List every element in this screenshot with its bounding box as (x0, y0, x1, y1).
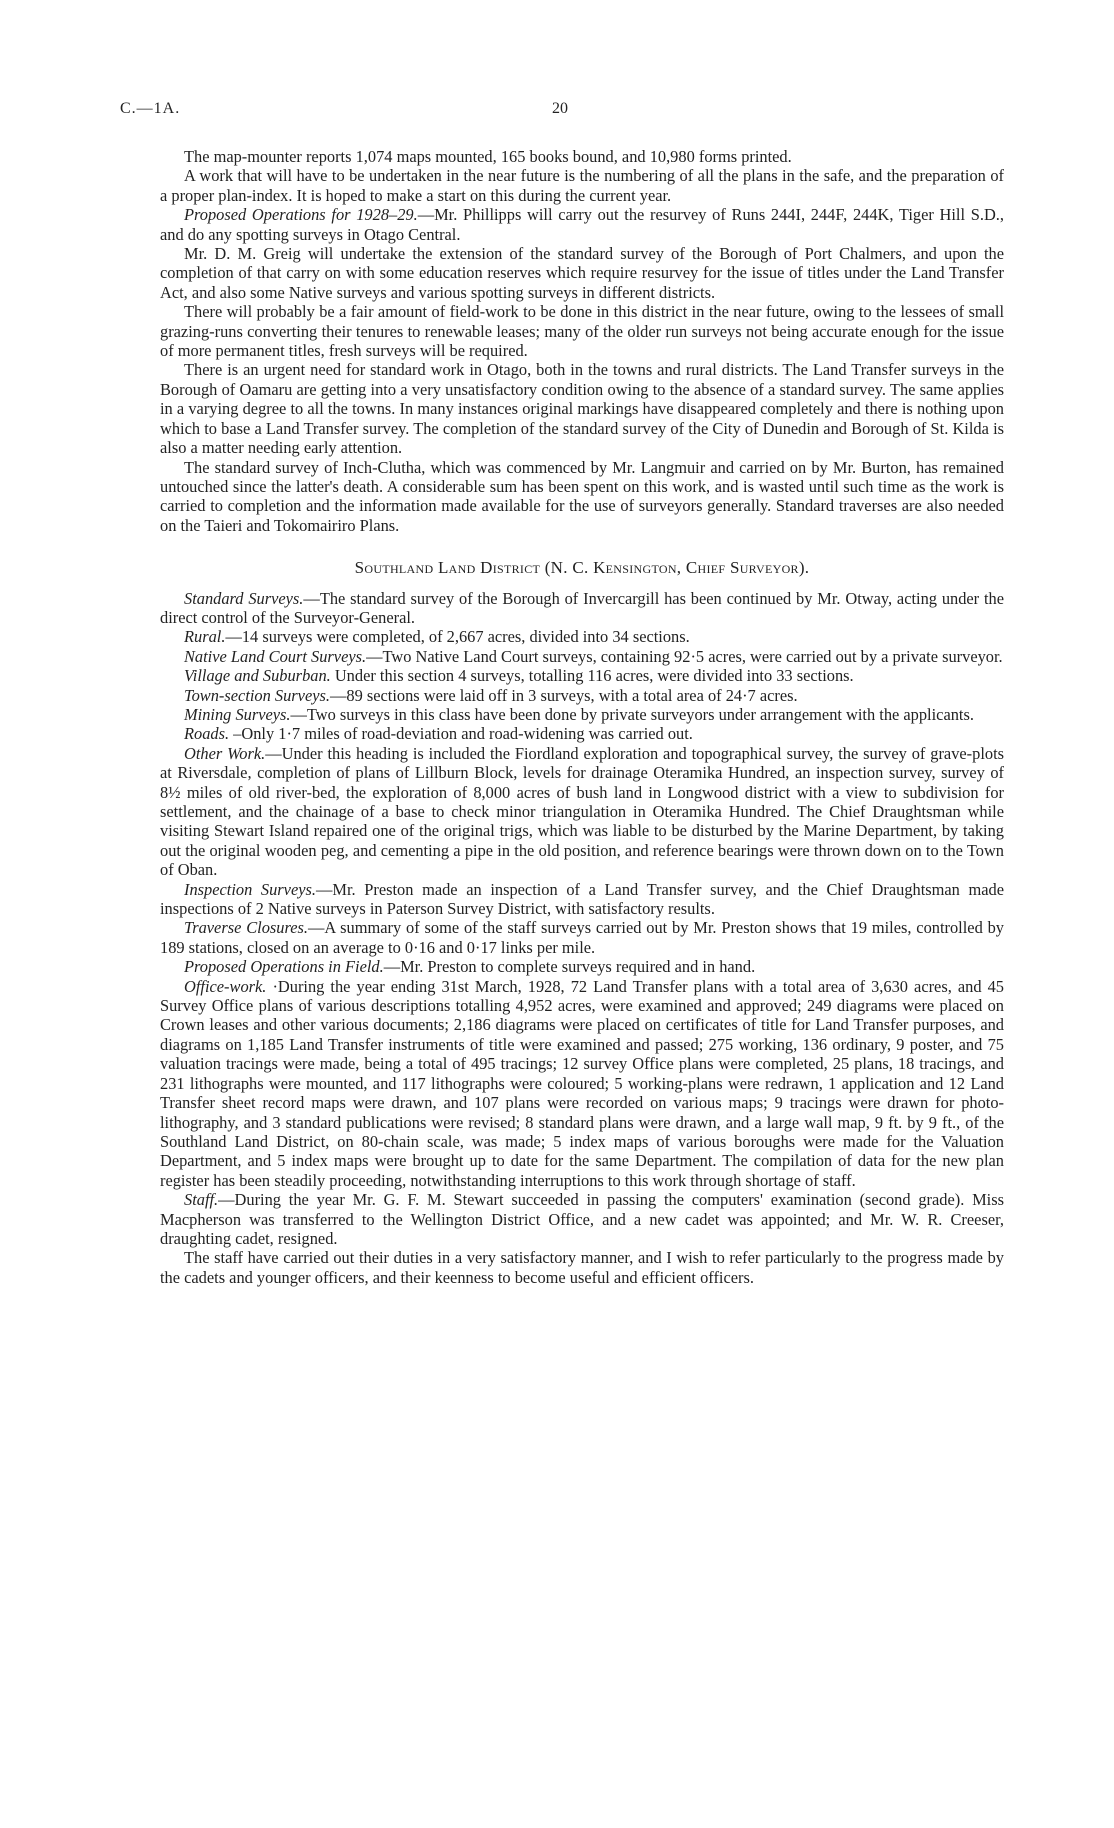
paragraph-heading: Roads. (184, 724, 230, 744)
section-heading: Southland Land District (N. C. Kensington, Chief Surveyor). (354, 558, 810, 578)
paragraph-heading: Native Land Court Surveys. (184, 646, 367, 666)
paragraph (160, 686, 1004, 705)
paragraph (160, 1248, 1004, 1287)
paragraph-text: ·During the year ending 31st March, 1928, 72 Land Transfer plans with a total area of 3,630 acres, and 45 Survey Office plans of various descriptions totalling 4,952 acres, were examined and approved; 249 diagrams were placed on Crown leases and other various documents; 2,186 diagrams were placed on certificates of title for Land Transfer purposes, and diagrams on 1,185 Land Transfer instruments of title were examined and passed; 275 working, 136 ordinary, 9 poster, and 75 valuation tracings were made, being a total of 495 tracings; 12 survey Office plans were completed, 25 plans, 18 tracings, and 231 lithographs were mounted, and 117 lithographs were coloured; 5 working-plans were redrawn, 1 application and 12 Land Transfer sheet record maps were drawn, and 107 plans were recorded on various maps; 9 tracings were drawn for photo-lithography, and 3 standard publications were revised; 8 standard plans were drawn, and a large wall map, 9 ft. by 9 ft., of the Southland Land District, on 80-chain scale, was made; 5 index maps of various boroughs were made for the Valuation Department, and 5 index maps were brought up to date for the same Department. The compilation of data for the new plan register has been steadily proceeding, notwithstanding interruptions to this work through shortage of staff. (160, 976, 1004, 1190)
paragraph-heading: Traverse Closures. (184, 918, 308, 938)
paragraph-text: —Mr. Preston to complete surveys required and in hand. (383, 957, 756, 977)
paragraph-text: —Mr. Preston made an inspection of a Land Transfer survey, and the Chief Draughtsman made inspections of 2 Native surveys in Paterson Survey District, with satisfactory results. (160, 879, 1004, 919)
paragraph-heading: Other Work. (184, 743, 266, 763)
paragraph-text: —Two surveys in this class have been done by private surveyors under arrangement with the applicants. (290, 704, 974, 724)
paragraph-text: —During the year Mr. G. F. M. Stewart succeeded in passing the computers' examination (second grade). Miss Macpherson was transferred to the Wellington District Office, and a new cadet was appointed; and Mr. W. R. Creeser, draughting cadet, resigned. (160, 1190, 1004, 1248)
paragraph (160, 360, 1004, 457)
paragraph (160, 977, 1004, 1190)
paragraph-heading: Proposed Operations in Field. (184, 957, 384, 977)
paragraph (160, 147, 1004, 166)
paragraph-heading: Standard Surveys. (184, 588, 304, 608)
page-body (160, 147, 1004, 1287)
paragraph (160, 744, 1004, 880)
paragraph (160, 705, 1004, 724)
paragraph-text: Under this section 4 surveys, totalling 116 acres, were divided into 33 sections. (330, 666, 854, 686)
paragraph-text: —89 sections were laid off in 3 surveys, with a total area of 24·7 acres. (330, 685, 798, 705)
paragraph-text: Mr. D. M. Greig will undertake the extension of the standard survey of the Borough of Port Chalmers, and upon the completion of that carry on with some education reserves which require resurvey for the issue of titles under the Land Transfer Act, and also some Native surveys and various spotting surveys in different districts. (160, 244, 1004, 302)
page-header (120, 100, 1000, 124)
paragraph-text: —The standard survey of the Borough of Invercargill has been continued by Mr. Otway, acting under the direct control of the Surveyor-General. (160, 588, 1005, 627)
paragraph-text: —Under this heading is included the Fiordland exploration and topographical survey, the survey of grave-plots at Riversdale, completion of plans of Lillburn Block, levels for drainage Oteramika Hundred, an inspection survey, survey of 8½ miles of old river-bed, the exploration of 8,000 acres of bush land in Longwood district with a view to subdivision for settlement, and the chainage of a base to check minor triangulation in Oteramika Hundred. The Chief Draughtsman while visiting Stewart Island repaired one of the original trigs, which was liable to be disturbed by the Marine Department, by taking out the original wooden peg, and cementing a pipe in the old position, and reference bearings were thrown down on to the Town of Oban. (160, 743, 1005, 880)
paragraph-text: —Mr. Phillipps will carry out the resurvey of Runs 244I, 244F, 244K, Tiger Hill S.D., and do any spotting surveys in Otago Central. (160, 205, 1004, 244)
paragraph (160, 918, 1004, 957)
paragraph-heading: Staff. (184, 1190, 219, 1210)
paragraph (160, 957, 1004, 976)
southland-section (160, 589, 1004, 1288)
paragraph-text: There will probably be a fair amount of field-work to be done in this district in the near future, owing to the lessees of small grazing-runs converting their tenures to renewable leases; many of the older run surveys not being accurate enough for the issue of more permanent titles, fresh surveys will be required. (160, 302, 1004, 361)
paragraph (160, 1190, 1004, 1248)
paragraph (160, 302, 1004, 360)
paragraph-heading: Office-work. (184, 976, 267, 996)
page-number: 20 (552, 100, 568, 117)
paragraph-text: —14 surveys were completed, of 2,667 acres, divided into 34 sections. (225, 627, 690, 647)
otago-section (160, 147, 1004, 535)
paragraph-text: The standard survey of Inch-Clutha, which was commenced by Mr. Langmuir and carried on by Mr. Burton, has remained untouched since the latter's death. A considerable sum has been spent on this work, and is wasted until such time as the work is carried to completion and the information made available for the use of surveyors generally. Standard traverses are also needed on the Taieri and Tokomairiro Plans. (160, 457, 1004, 535)
paragraph-text: The map-mounter reports 1,074 maps mounted, 165 books bound, and 10,980 forms printed. (184, 147, 792, 166)
paragraph-heading: Proposed Operations for 1928–29. (184, 205, 418, 225)
paragraph-text: A work that will have to be undertaken in the near future is the numbering of all the plans in the safe, and the preparation of a proper plan-index. It is hoped to make a start on this during the current year. (160, 166, 1004, 205)
paragraph-text: –Only 1·7 miles of road-deviation and road-widening was carried out. (229, 724, 693, 744)
paragraph (160, 244, 1004, 302)
paragraph-text: The staff have carried out their duties in a very satisfactory manner, and I wish to refer particularly to the progress made by the cadets and younger officers, and their keenness to become useful and efficient officers. (160, 1248, 1004, 1287)
document-code: C.—1A. (120, 100, 181, 117)
paragraph (160, 627, 1004, 646)
paragraph (160, 647, 1004, 666)
paragraph-heading: Inspection Surveys. (184, 879, 316, 899)
paragraph (160, 205, 1004, 244)
paragraph (160, 724, 1004, 743)
paragraph (160, 666, 1004, 685)
paragraph (160, 880, 1004, 919)
paragraph-heading: Rural. (184, 627, 226, 647)
paragraph-text: —Two Native Land Court surveys, containing 92·5 acres, were carried out by a private surveyor. (366, 646, 1003, 666)
paragraph (160, 166, 1004, 205)
paragraph-heading: Town-section Surveys. (184, 685, 330, 705)
paragraph (160, 458, 1004, 536)
paragraph-heading: Mining Surveys. (184, 704, 291, 724)
paragraph-text: —A summary of some of the staff surveys carried out by Mr. Preston shows that 19 miles, controlled by 189 stations, closed on an average to 0·16 and 0·17 links per mile. (160, 918, 1004, 957)
paragraph (160, 589, 1004, 628)
paragraph-text: There is an urgent need for standard work in Otago, both in the towns and rural districts. The Land Transfer surveys in the Borough of Oamaru are getting into a very unsatisfactory condition owing to the absence of a standard survey. The same applies in a varying degree to all the towns. In many instances original markings have disappeared completely and there is nothing upon which to base a Land Transfer survey. The completion of the standard survey of the City of Dunedin and Borough of St. Kilda is also a matter needing early attention. (160, 360, 1004, 458)
paragraph-heading: Village and Suburban. (184, 666, 331, 686)
